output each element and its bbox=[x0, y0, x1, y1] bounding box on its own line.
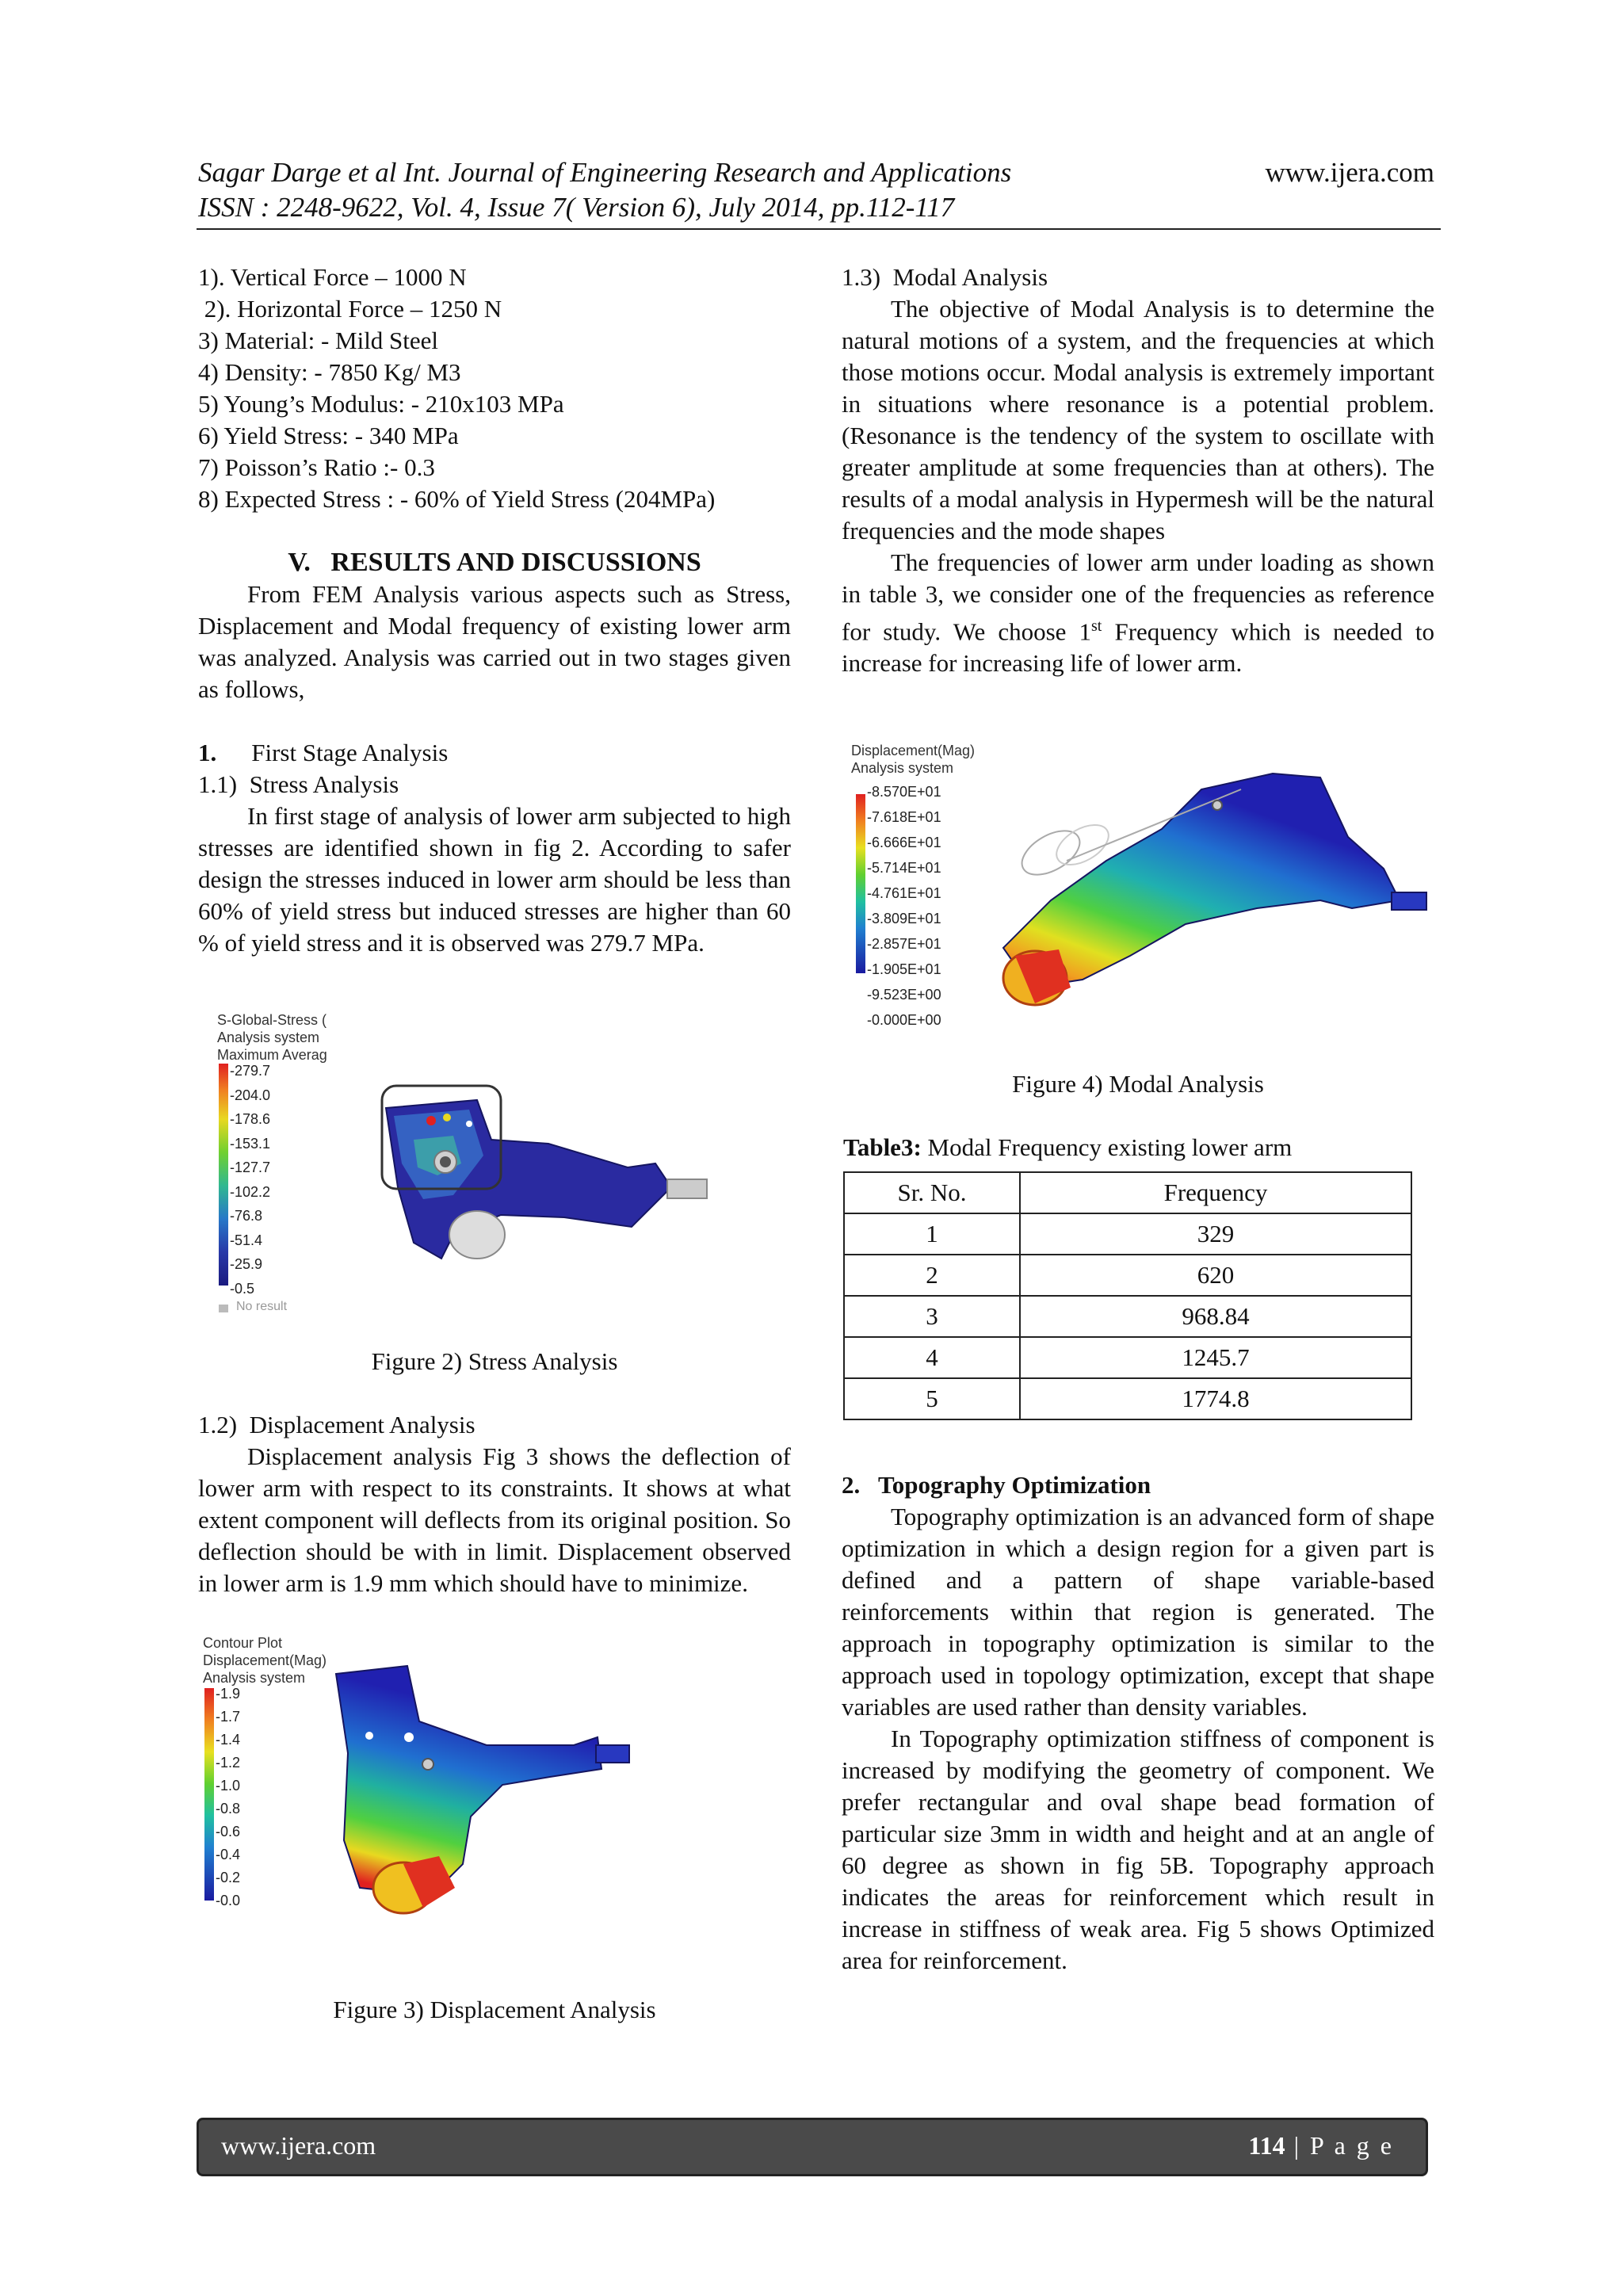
table-cell: 620 bbox=[1020, 1255, 1411, 1296]
right-column-topography bbox=[842, 1469, 1434, 1977]
legend-tick-label: -1.0 bbox=[216, 1778, 241, 1794]
legend-tick-label: -6.666E+01 bbox=[867, 835, 941, 850]
right-column-top bbox=[842, 262, 1434, 679]
table-row bbox=[844, 1213, 1411, 1255]
table-row bbox=[844, 1255, 1411, 1296]
legend-tick-label: -1.905E+01 bbox=[867, 961, 941, 977]
figure-2-stress bbox=[216, 1005, 786, 1314]
table-cell: 329 bbox=[1020, 1213, 1411, 1255]
fig3-color-bar bbox=[204, 1688, 214, 1901]
legend-tick-label: -1.9 bbox=[216, 1686, 241, 1702]
table-cell: 2 bbox=[844, 1255, 1020, 1296]
header-issn: ISSN : 2248-9622, Vol. 4, Issue 7( Version 6), July 2014, pp.112-117 bbox=[198, 192, 955, 223]
topography-paragraph-1: Topography optimization is an advanced form of shape optimization in which a design region for a given part is defined and a pattern of shape variable-based reinforcements within that region is generated. The approach in topography optimization is similar to the approach used in topology optimization, except that shape variables are used rather than density variables. bbox=[842, 1503, 1434, 1721]
spec-item: 1). Vertical Force – 1000 N bbox=[198, 263, 467, 291]
figure-3-caption: Figure 3) Displacement Analysis bbox=[333, 1996, 656, 2023]
table-cell: 3 bbox=[844, 1296, 1020, 1337]
legend-tick-label: -7.618E+01 bbox=[867, 809, 941, 825]
legend-tick-label: -8.570E+01 bbox=[867, 784, 941, 800]
legend-tick-label: -0.000E+00 bbox=[867, 1012, 941, 1028]
results-intro: From FEM Analysis various aspects such as Stress, Displacement and Modal frequency of existing lower arm was analyzed. Analysis was carried out in two stages given as follows, bbox=[198, 580, 791, 703]
modal-paragraph: The objective of Modal Analysis is to determine the natural motions of a system, and the frequencies at which those motions occur. Modal analysis is extremely important in situations where resonance is a potential problem. (Resonance is the tendency of the system to oscillate with greater amplitude at some frequencies than at others). The results of a modal analysis in Hypermesh will be the natural frequencies and the mode shapes bbox=[842, 295, 1434, 544]
legend-tick-label: -1.7 bbox=[216, 1709, 241, 1725]
legend-tick-label: -1.2 bbox=[216, 1755, 241, 1771]
table-cell: 1774.8 bbox=[1020, 1378, 1411, 1419]
spec-list bbox=[198, 262, 791, 515]
fig4-legend-title: Displacement(Mag) Analysis system bbox=[851, 743, 976, 776]
topography-heading: 2. Topography Optimization bbox=[842, 1471, 1151, 1499]
spec-item: 3) Material: - Mild Steel bbox=[198, 327, 439, 354]
legend-tick-label: -279.7 bbox=[230, 1063, 271, 1079]
spec-item: 5) Young’s Modulus: - 210x103 MPa bbox=[198, 390, 564, 418]
legend-tick-label: -25.9 bbox=[230, 1256, 263, 1272]
spec-item: 6) Yield Stress: - 340 MPa bbox=[198, 422, 459, 449]
header-rule bbox=[197, 228, 1441, 230]
left-column-top bbox=[198, 262, 791, 959]
stage-title: First Stage Analysis bbox=[251, 739, 449, 766]
footer-site-link[interactable]: www.ijera.com bbox=[221, 2131, 376, 2160]
fig2-hotspot-icon bbox=[426, 1116, 436, 1125]
legend-tick-label: -9.523E+00 bbox=[867, 987, 941, 1003]
table-header-cell: Sr. No. bbox=[844, 1172, 1020, 1213]
footer-page-number: 114 | P a g e bbox=[1248, 2131, 1394, 2160]
table-row bbox=[844, 1296, 1411, 1337]
fig3-arm-body bbox=[336, 1666, 601, 1896]
modal-frequency-table bbox=[843, 1171, 1412, 1420]
left-column-displacement bbox=[198, 1409, 791, 1599]
fig2-legend-title: S-Global-Stress ( Analysis system Maximum Averag bbox=[217, 1012, 327, 1063]
running-header bbox=[198, 155, 1434, 225]
fig2-color-bar bbox=[219, 1064, 228, 1286]
fig3-render bbox=[201, 1634, 788, 1935]
legend-tick-label: -204.0 bbox=[230, 1087, 271, 1103]
table-header-row bbox=[844, 1172, 1411, 1213]
table-cell: 4 bbox=[844, 1337, 1020, 1378]
figure-3-displacement bbox=[201, 1634, 788, 1935]
table-cell: 5 bbox=[844, 1378, 1020, 1419]
legend-tick-label: -0.6 bbox=[216, 1824, 241, 1839]
table-row bbox=[844, 1337, 1411, 1378]
subheading-displacement: 1.2) Displacement Analysis bbox=[198, 1411, 475, 1438]
stage-heading bbox=[198, 737, 791, 769]
fig2-render bbox=[216, 1005, 786, 1314]
header-journal: Sagar Darge et al Int. Journal of Engineering Research and Applications bbox=[198, 157, 1012, 188]
legend-tick-label: -1.4 bbox=[216, 1732, 241, 1748]
stress-paragraph: In first stage of analysis of lower arm subjected to high stresses are identified shown in fig 2. According to safer design the stresses induced in lower arm should be less than 60% of yield stress but induced stresses are higher than 60 % of yield stress and it is observed was 279.7 MPa. bbox=[198, 802, 791, 957]
fig4-color-bar bbox=[856, 794, 865, 973]
legend-tick-label: -0.8 bbox=[216, 1801, 241, 1817]
figure-2-caption: Figure 2) Stress Analysis bbox=[371, 1347, 618, 1375]
spec-item: 7) Poisson’s Ratio :- 0.3 bbox=[198, 453, 435, 481]
legend-tick-label: -51.4 bbox=[230, 1232, 263, 1248]
spec-item: 8) Expected Stress : - 60% of Yield Stress (204MPa) bbox=[198, 485, 716, 513]
figure-4-caption: Figure 4) Modal Analysis bbox=[1012, 1070, 1264, 1098]
table-cell: 1245.7 bbox=[1020, 1337, 1411, 1378]
spec-item: 2). Horizontal Force – 1250 N bbox=[198, 295, 502, 323]
legend-tick-label: -4.761E+01 bbox=[867, 885, 941, 901]
table-caption-label: Table3: bbox=[843, 1133, 922, 1161]
table-cell: 1 bbox=[844, 1213, 1020, 1255]
table-header-cell: Frequency bbox=[1020, 1172, 1411, 1213]
table-row bbox=[844, 1378, 1411, 1419]
legend-tick-label: -0.0 bbox=[216, 1893, 241, 1908]
fig3-legend-title: Contour Plot Displacement(Mag) Analysis system bbox=[203, 1635, 327, 1686]
figure-4-modal bbox=[845, 742, 1447, 1035]
legend-tick-label: -102.2 bbox=[230, 1183, 271, 1200]
subheading-stress: 1.1) Stress Analysis bbox=[198, 770, 399, 798]
legend-tick-label: -153.1 bbox=[230, 1135, 271, 1152]
stage-number: 1. bbox=[198, 739, 217, 766]
frequency-paragraph: The frequencies of lower arm under loading as shown in table 3, we consider one of the frequencies as reference for study. We choose 1st Frequency which is needed to increase for increasing life of lower arm. bbox=[842, 548, 1435, 678]
legend-tick-label: -178.6 bbox=[230, 1111, 271, 1127]
legend-tick-label: -76.8 bbox=[230, 1208, 263, 1224]
legend-tick-label: -2.857E+01 bbox=[867, 936, 941, 952]
legend-tick-label: -127.7 bbox=[230, 1159, 271, 1175]
legend-tick-label: -3.809E+01 bbox=[867, 911, 941, 926]
fig2-no-result: No result bbox=[236, 1300, 288, 1313]
table-caption bbox=[843, 1132, 1445, 1163]
section-title: V. RESULTS AND DISCUSSIONS bbox=[288, 548, 701, 577]
topography-paragraph-2: In Topography optimization stiffness of component is increased by modifying the geometry of component. We prefer rectangular and oval shape bead formation of particular size 3mm in width and height and at an angle of 60 degree as shown in fig 5B. Topography approach indicates the areas for reinforcement which result in increase in stiffness of weak area. Fig 5 shows Optimized area for reinforcement. bbox=[842, 1725, 1434, 1974]
legend-tick-label: -5.714E+01 bbox=[867, 860, 941, 876]
legend-tick-label: -0.2 bbox=[216, 1870, 241, 1885]
displacement-paragraph: Displacement analysis Fig 3 shows the deflection of lower arm with respect to its constraints. It shows at what extent component will deflects from its original position. So deflection should be with in limit. Displacement observed in lower arm is 1.9 mm which should have to minimize. bbox=[198, 1442, 791, 1597]
table-caption-text: Modal Frequency existing lower arm bbox=[921, 1133, 1293, 1161]
legend-tick-label: -0.4 bbox=[216, 1847, 241, 1862]
table-cell: 968.84 bbox=[1020, 1296, 1411, 1337]
subheading-modal: 1.3) Modal Analysis bbox=[842, 263, 1048, 291]
legend-tick-label: -0.5 bbox=[230, 1280, 255, 1297]
spec-item: 4) Density: - 7850 Kg/ M3 bbox=[198, 358, 461, 386]
header-site-link[interactable]: www.ijera.com bbox=[1265, 157, 1434, 188]
page-footer bbox=[197, 2118, 1428, 2176]
